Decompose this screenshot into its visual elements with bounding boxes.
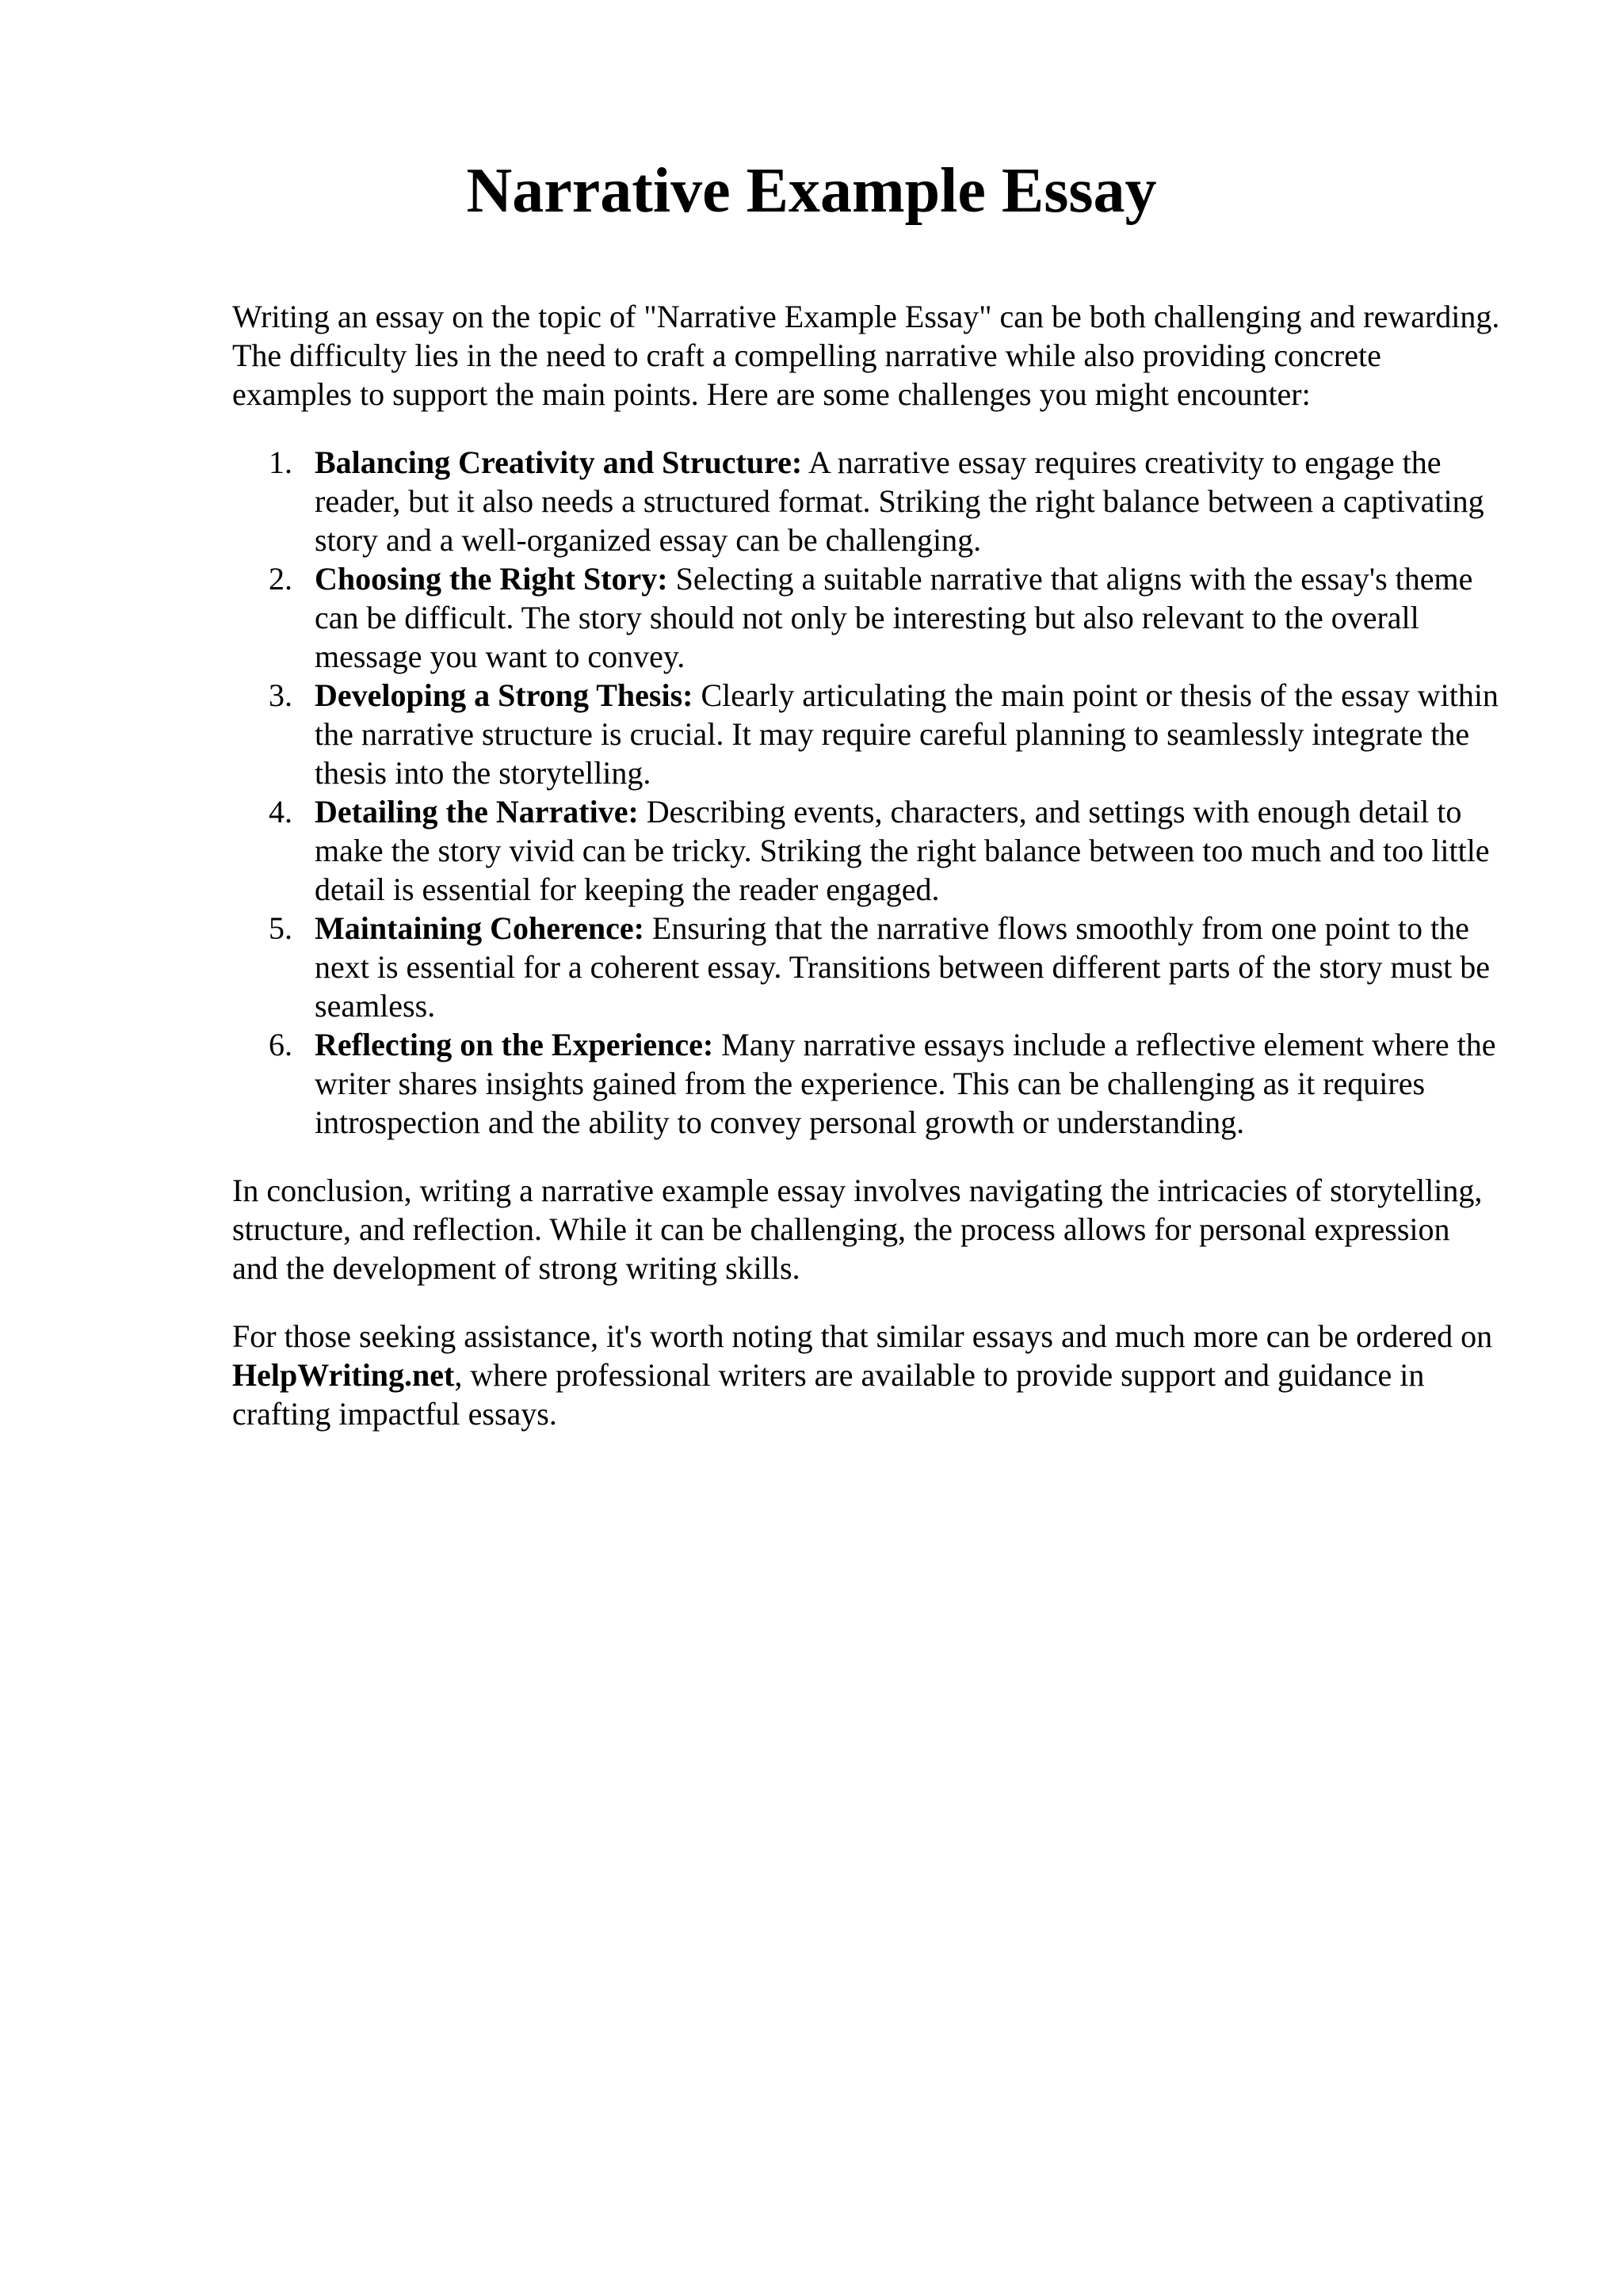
list-item bbox=[232, 443, 1500, 559]
list-item-number: 6. bbox=[269, 1027, 292, 1062]
list-item bbox=[232, 909, 1500, 1025]
service-name: HelpWriting.net bbox=[232, 1357, 455, 1393]
conclusion-paragraph: In conclusion, writing a narrative example essay involves navigating the intricacies of storytelling, structure, and reflection. While it can be challenging, the process allows for personal expression and the development of strong writing skills. bbox=[232, 1173, 1483, 1286]
closing-paragraph bbox=[232, 1317, 1500, 1433]
list-item-text: A narrative essay requires creativity to engage the reader, but it also needs a structured format. Striking the right balance between a captivating story and a well-organized essay can be challenging. bbox=[315, 444, 1484, 558]
list-item-number: 2. bbox=[269, 561, 292, 597]
list-item bbox=[232, 559, 1500, 676]
list-item-title: Reflecting on the Experience: bbox=[315, 1027, 714, 1062]
intro-paragraph: Writing an essay on the topic of "Narrative Example Essay" can be both challenging and rewarding. The difficulty lies in the need to craft a compelling narrative while also providing concrete examples to support the main points. Here are some challenges you might encounter: bbox=[232, 299, 1500, 412]
list-item-title: Maintaining Coherence: bbox=[315, 910, 644, 946]
list-item-title: Choosing the Right Story: bbox=[315, 561, 668, 597]
closing-text-before: For those seeking assistance, it's worth noting that similar essays and much more can be ordered on bbox=[232, 1318, 1493, 1354]
closing-text-after: , where professional writers are available to provide support and guidance in crafting impactful essays. bbox=[232, 1357, 1425, 1432]
list-item-text: Many narrative essays include a reflective element where the writer shares insights gained from the experience. This can be challenging as it requires introspection and the ability to convey personal growth or understanding. bbox=[315, 1027, 1496, 1140]
list-item-text: Clearly articulating the main point or thesis of the essay within the narrative structure is crucial. It may require careful planning to seamlessly integrate the thesis into the storytelling. bbox=[315, 677, 1499, 791]
list-item-number: 5. bbox=[269, 910, 292, 946]
list-item bbox=[232, 792, 1500, 909]
list-item-number: 4. bbox=[269, 794, 292, 830]
list-item-text: Selecting a suitable narrative that aligns with the essay's theme can be difficult. The story should not only be interesting but also relevant to the overall message you want to convey. bbox=[315, 561, 1473, 674]
list-item-text: Ensuring that the narrative flows smoothly from one point to the next is essential for a coherent essay. Transitions between different parts of the story must be seamless. bbox=[315, 910, 1490, 1024]
list-item-number: 1. bbox=[269, 444, 292, 480]
list-item-title: Balancing Creativity and Structure: bbox=[315, 444, 803, 480]
list-item-number: 3. bbox=[269, 677, 292, 713]
list-item-title: Developing a Strong Thesis: bbox=[315, 677, 693, 713]
document-body bbox=[232, 297, 1500, 1433]
list-item-title: Detailing the Narrative: bbox=[315, 794, 639, 830]
document-title: Narrative Example Essay bbox=[466, 156, 1157, 226]
challenges-list bbox=[232, 443, 1500, 1142]
list-item bbox=[232, 676, 1500, 792]
list-item bbox=[232, 1025, 1500, 1142]
list-item-text: Describing events, characters, and settings with enough detail to make the story vivid can be tricky. Striking the right balance between too much and too little detail is essential for keeping the reader engaged. bbox=[315, 794, 1490, 907]
